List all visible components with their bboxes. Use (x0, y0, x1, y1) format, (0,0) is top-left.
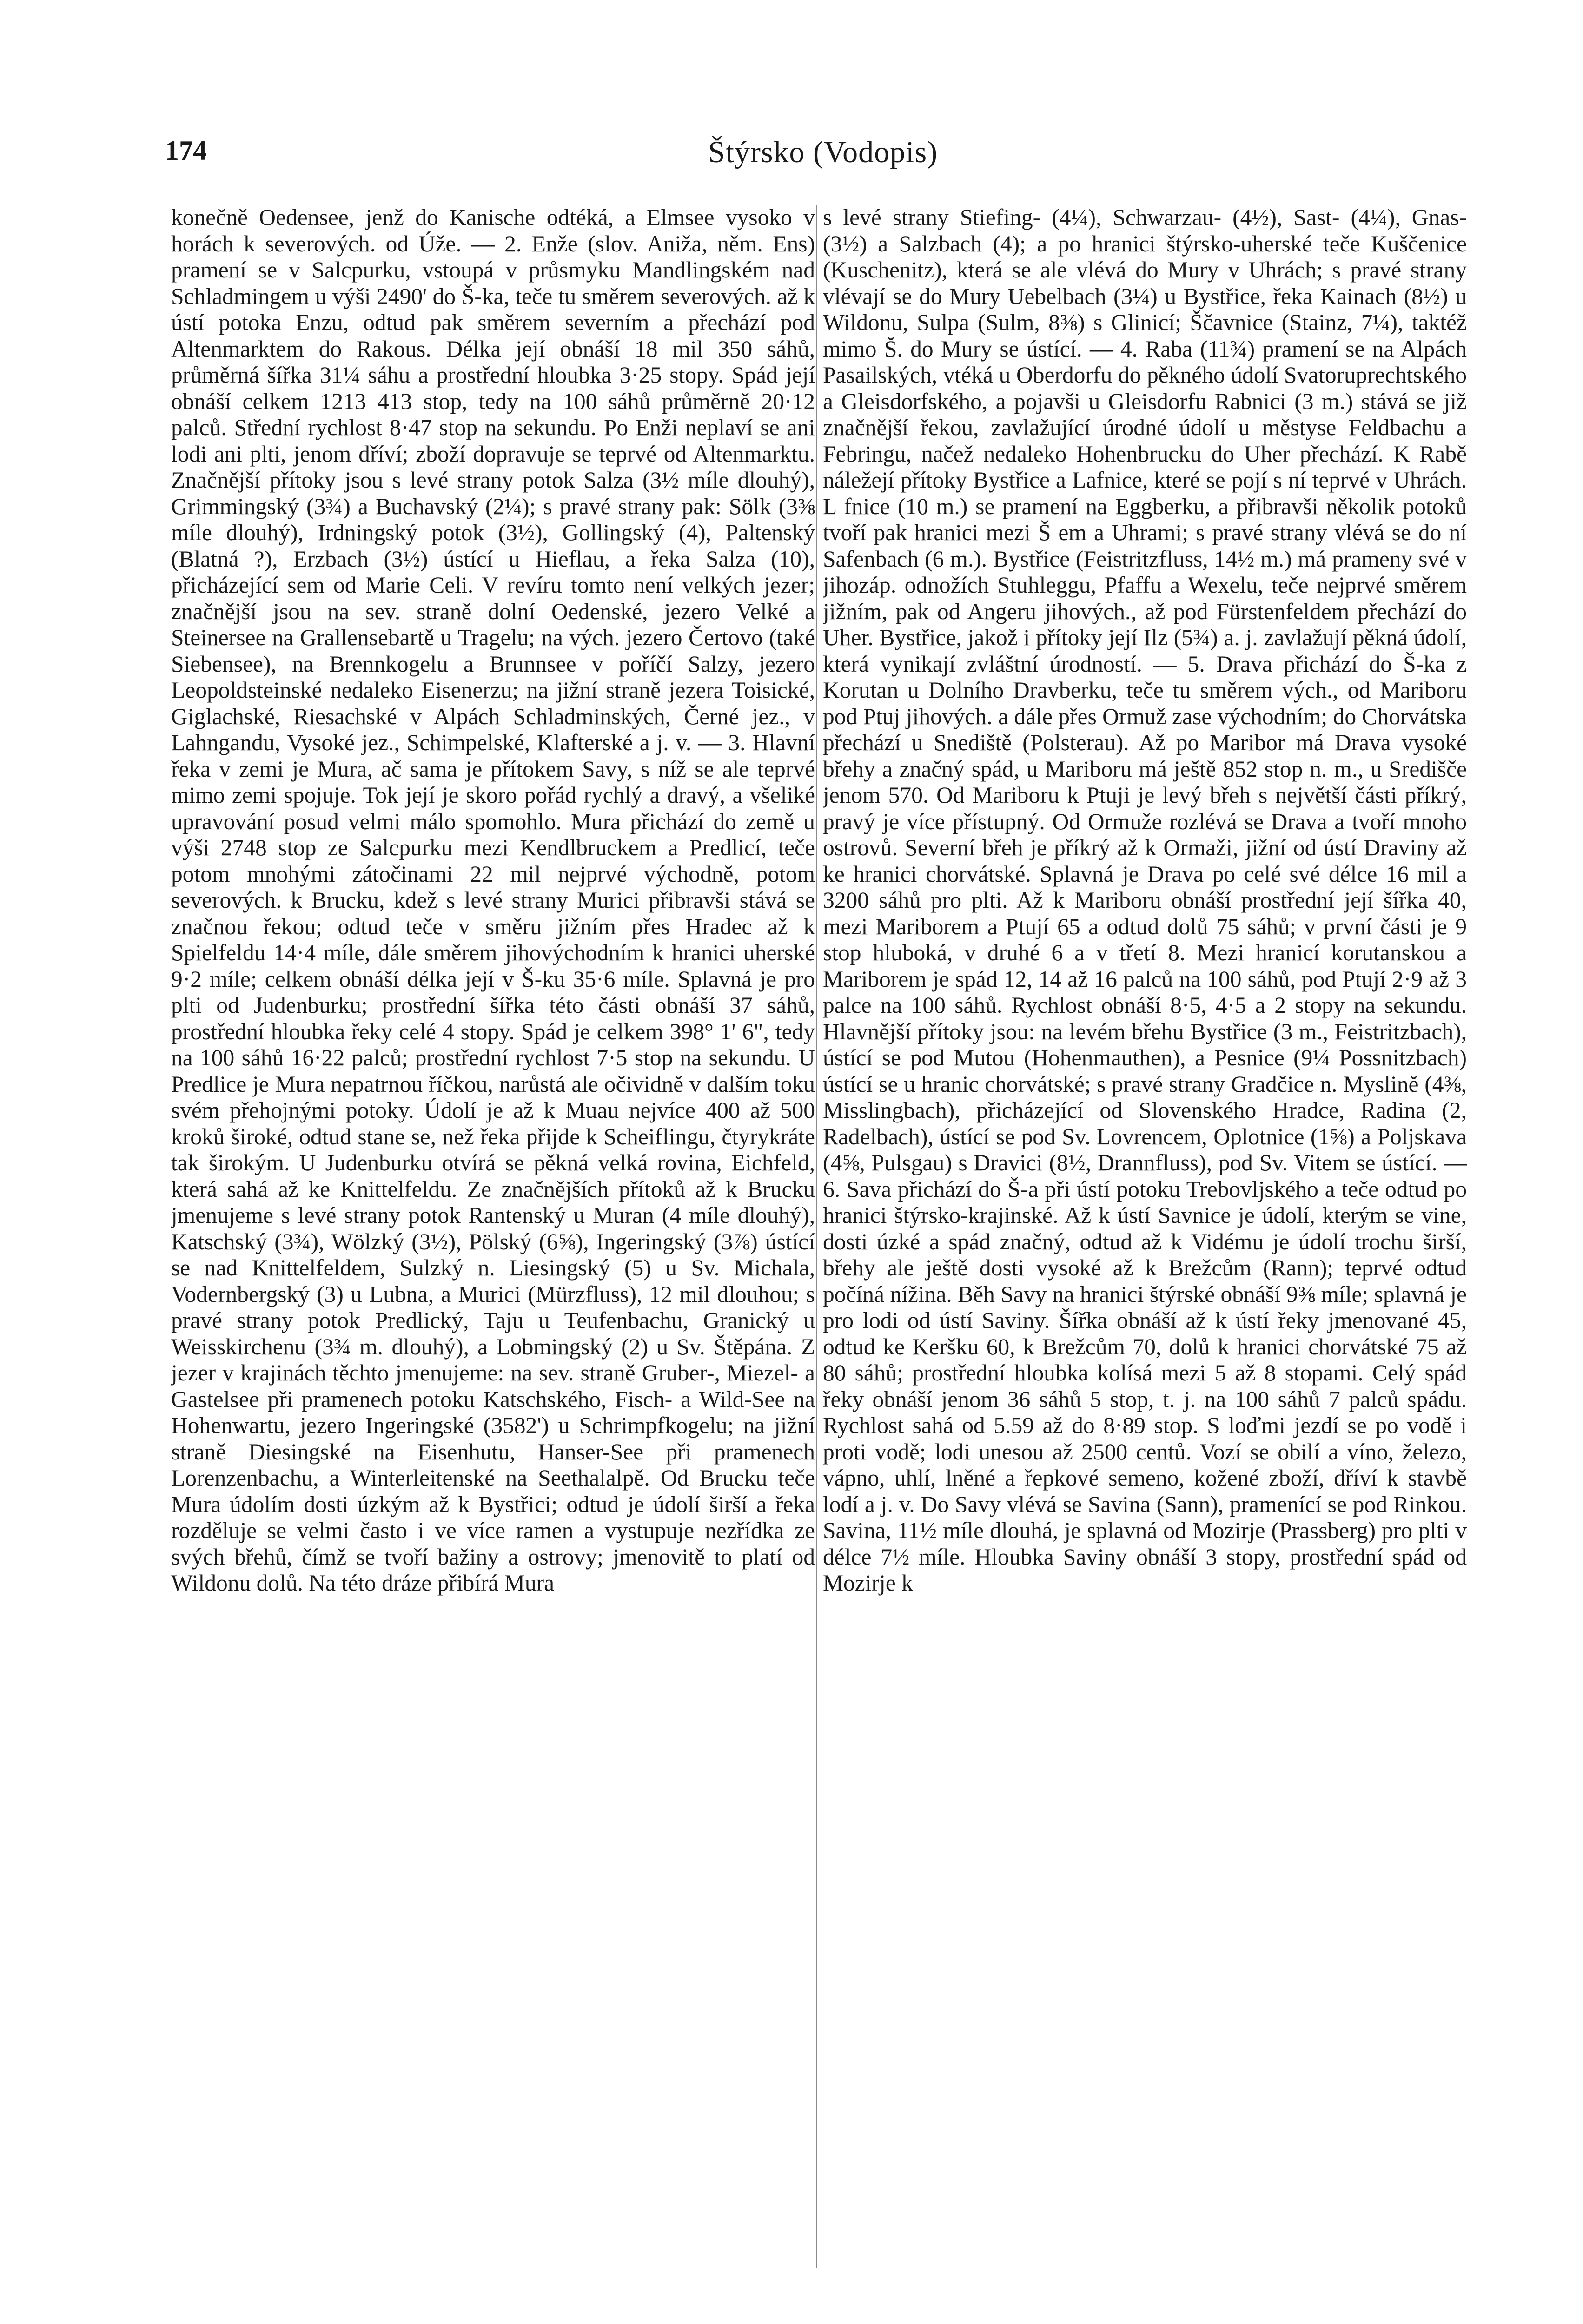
page-header (165, 135, 1481, 172)
column-divider (816, 205, 817, 2268)
left-text-column (171, 205, 815, 2268)
left-column-text: konečně Oedensee, jenž do Kanische odtéká, a Elmsee vysoko v horách k severových. od Úže. — 2. Enže (slov. Aniža, něm. Ens) pramení se v Salcpurku, vstoupá v průsmyku Mandlingském nad Schladmingem u výši 2490' do Š-ka, teče tu směrem severových. až k ústí potoka Enzu, odtud pak směrem severním a přechází pod Altenmarktem do Rakous. Délka její obnáší 18 mil 350 sáhů, průměrná šířka 31¼ sáhu a prostřední hloubka 3·25 stopy. Spád její obnáší celkem 1213 413 stop, tedy na 100 sáhů průměrně 20·12 palců. Střední rychlost 8·47 stop na sekundu. Po Enži neplaví se ani lodi ani plti, jenom dříví; zboží dopravuje se teprvé od Altenmarktu. Značnější přítoky jsou s levé strany potok Salza (3½ míle dlouhý), Grimmingský (3¾) a Buchavský (2¼); s pravé strany pak: Sölk (3⅜ míle dlouhý), Irdningský potok (3½), Gollingský (4), Paltenský (Blatná ?), Erzbach (3½) ústící u Hieflau, a řeka Salza (10), přicházející sem od Marie Celi. V revíru tomto není velkých jezer; značnější jsou na sev. straně dolní Oedenské, jezero Velké a Steinersee na Grallensebartě u Tragelu; na vých. jezero Čertovo (také Siebensee), na Brennkogelu a Brunnsee v poříčí Salzy, jezero Leopoldsteinské nedaleko Eisenerzu; na jižní straně jezera Toisické, Giglachské, Riesachské v Alpách Schladminských, Černé jez., v Lahngandu, Vysoké jez., Schimpelské, Klafterské a j. v. — 3. Hlavní řeka v zemi je Mura, ač sama je přítokem Savy, s níž se ale teprvé mimo zemi spojuje. Tok její je skoro pořád rychlý a dravý, a všeliké upravování posud velmi málo spomohlo. Mura přichází do země u výši 2748 stop ze Salcpurku mezi Kendlbruckem a Predlicí, teče potom mnohými zátočinami 22 mil nejprvé východně, potom severových. k Brucku, kdež s levé strany Murici přibravši stává se značnou řekou; odtud teče v směru jižním přes Hradec až k Spielfeldu 14·4 míle, dále směrem jihovýchodním k hranici uherské 9·2 míle; celkem obnáší délka její v Š-ku 35·6 míle. Splavná je pro plti od Judenburku; prostřední šířka této části obnáší 37 sáhů, prostřední hloubka řeky celé 4 stopy. Spád je celkem 398° 1' 6", tedy na 100 sáhů 16·22 palců; prostřední rychlost 7·5 stop na sekundu. U Predlice je Mura nepatrnou říčkou, narůstá ale očividně v dalším toku svém přehojnými potoky. Údolí je až k Muau nejvíce 400 až 500 kroků široké, odtud stane se, než řeka přijde k Scheiflingu, čtyrykráte tak širokým. U Judenburku otvírá se pěkná velká rovina, Eichfeld, která sahá až ke Knittelfeldu. Ze značnějších přítoků až k Brucku jmenujeme s levé strany potok Rantenský u Muran (4 míle dlouhý), Katschský (3¾), Wölzký (3½), Pölský (6⅝), Ingeringský (3⅞) ústící se nad Knittelfeldem, Sulzký n. Liesingský (5) u Sv. Michala, Vodernbergský (3) u Lubna, a Murici (Mürzfluss), 12 mil dlouhou; s pravé strany potok Predlický, Taju u Teufenbachu, Granický u Weisskirchenu (3¾ m. dlouhý), a Lobmingský (2) u Sv. Štěpána. Z jezer v krajinách těchto jmenujeme: na sev. straně Gruber-, Miezel- a Gastelsee při pramenech potoku Katschského, Fisch- a Wild-See na Hohenwartu, jezero Ingeringské (3582') u Schrimpfkogelu; na jižní straně Diesingské na Eisenhutu, Hanser-See při pramenech Lorenzenbachu, a Winterleitenské na Seethalalpě. Od Brucku teče Mura údolím dosti úzkým až k Bystřici; odtud je údolí širší a řeka rozděluje se velmi často i ve více ramen a vystupuje nezřídka ze svých břehů, čímž se tvoří bažiny a ostrovy; jmenovitě to platí od Wildonu dolů. Na této dráze přibírá Mura (171, 205, 815, 1596)
page-number: 174 (165, 135, 207, 166)
running-title: Štýrsko (Vodopis) (708, 135, 938, 169)
right-text-column (823, 205, 1467, 2268)
right-column-text: s levé strany Stiefing- (4¼), Schwarzau- (4½), Sast- (4¼), Gnas- (3½) a Salzbach (4); a po hranici štýrsko-uherské teče Kuščenice (Kuschenitz), která se ale vlévá do Mury v Uhrách; s pravé strany vlévají se do Mury Uebelbach (3¼) u Bystřice, řeka Kainach (8½) u Wildonu, Sulpa (Sulm, 8⅜) s Glinicí; Ščavnice (Stainz, 7¼), taktéž mimo Š. do Mury se ústící. — 4. Raba (11¾) pramení se na Alpách Pasailských, vtéká u Oberdorfu do pěkného údolí Svatoruprechtského a Gleisdorfského, a pojavši u Gleisdorfu Rabnici (3 m.) stává se již značnější řekou, zavlažující úrodné údolí u městyse Feldbachu a Febringu, načež nedaleko Hohenbrucku do Uher přechází. K Rabě náležejí přítoky Bystřice a Lafnice, které se pojí s ní teprvé v Uhrách. L fnice (10 m.) se pramení na Eggberku, a přibravši několik potoků tvoří pak hranici mezi Š em a Uhrami; s pravé strany vlévá se do ní Safenbach (6 m.). Bystřice (Feistritzfluss, 14½ m.) má prameny své v jihozáp. odnožích Stuhleggu, Pfaffu a Wexelu, teče nejprvé směrem jižním, pak od Angeru jihových., až pod Fürstenfeldem přechází do Uher. Bystřice, jakož i přítoky její Ilz (5¾) a. j. zavlažují pěkná údolí, která vynikají zvláštní úrodností. — 5. Drava přichází do Š-ka z Korutan u Dolního Dravberku, teče tu směrem vých., od Mariboru pod Ptuj jihových. a dále přes Ormuž zase východním; do Chorvátska přechází u Snediště (Polsterau). Až po Maribor má Drava vysoké břehy a značný spád, u Mariboru má ještě 852 stop n. m., u Središče jenom 570. Od Mariboru k Ptuji je levý břeh s největší části příkrý, pravý je více přístupný. Od Ormuže rozlévá se Drava a tvoří mnoho ostrovů. Severní břeh je příkrý až k Ormaži, jižní od ústí Draviny až ke hranici chorvátské. Splavná je Drava po celé své délce 16 mil a 3200 sáhů pro plti. Až k Mariboru obnáší prostřední její šířka 40, mezi Mariborem a Ptují 65 a odtud dolů 75 sáhů; v první části je 9 stop hluboká, v druhé 6 a v třetí 8. Mezi hranicí korutanskou a Mariborem je spád 12, 14 až 16 palců na 100 sáhů, pod Ptují 2·9 až 3 palce na 100 sáhů. Rychlost obnáší 8·5, 4·5 a 2 stopy na sekundu. Hlavnější přítoky jsou: na levém břehu Bystřice (3 m., Feistritzbach), ústící se pod Mutou (Hohenmauthen), a Pesnice (9¼ Possnitzbach) ústící se u hranic chorvátské; s pravé strany Gradčice n. Myslině (4⅜, Misslingbach), přicházející od Slovenského Hradce, Radina (2, Radelbach), ústící se pod Sv. Lovrencem, Oplotnice (1⅝) a Poljskava (4⅝, Pulsgau) s Dravici (8½, Drannfluss), pod Sv. Vitem se ústící. — 6. Sava přichází do Š-a při ústí potoku Trebovljského a teče odtud po hranici štýrsko-krajinské. Až k ústí Savnice je údolí, kterým se vine, dosti úzké a spád značný, odtud až k Vidému je údolí trochu širší, břehy ale ještě dosti vysoké až k Brežcům (Rann); teprvé odtud počíná nížina. Běh Savy na hranici štýrské obnáší 9⅜ míle; splavná je pro lodi od ústí Saviny. Šířka obnáší až k ústí řeky jmenované 45, odtud ke Keršku 60, k Brežcům 70, dolů k hranici chorvátské 75 až 80 sáhů; prostřední hloubka kolísá mezi 5 až 8 stopami. Celý spád řeky obnáší jenom 36 sáhů 5 stop, t. j. na 100 sáhů 7 palců spádu. Rychlost sahá od 5.59 až do 8·89 stop. S loďmi jezdí se po vodě i proti vodě; lodi unesou až 2500 centů. Vozí se obilí a víno, železo, vápno, uhlí, lněné a řepkové semeno, kožené zboží, dříví k stavbě lodí a j. v. Do Savy vlévá se Savina (Sann), pramenící se pod Rinkou. Savina, 11½ míle dlouhá, je splavná od Mozirje (Prassberg) pro plti v délce 7½ míle. Hloubka Saviny obnáší 3 stopy, prostřední spád od Mozirje k (823, 205, 1467, 1596)
